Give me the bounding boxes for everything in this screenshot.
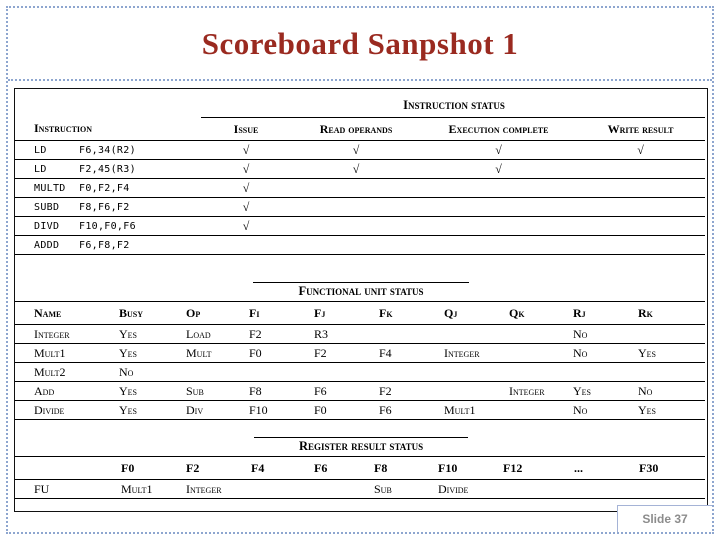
instruction-row [15, 198, 705, 217]
fu-qj-cell: Mult1 [442, 401, 507, 420]
functional-unit-row [15, 382, 705, 401]
col-header-execution-complete: Execution complete [421, 118, 576, 141]
functional-unit-header-row [15, 302, 705, 325]
instruction-row [15, 217, 705, 236]
spacer-cell [15, 457, 119, 480]
read-operands-check-cell: √ [291, 141, 421, 160]
functional-unit-status-title: Functional unit status [253, 282, 468, 298]
fu-for-f10: Divide [436, 480, 501, 499]
register-result-status-title-row [15, 436, 705, 457]
col-header-ellipsis: ... [572, 457, 637, 480]
fu-assignment-row [15, 480, 705, 499]
fu-fi-cell: F2 [247, 325, 312, 344]
write-result-check-cell: √ [576, 141, 705, 160]
read-operands-check-cell: √ [291, 160, 421, 179]
col-header-f12: F12 [501, 457, 572, 480]
fu-rk-cell: No [636, 382, 705, 401]
fu-qj-cell [442, 382, 507, 401]
issue-check-cell [201, 236, 291, 255]
col-header-fi: Fi [247, 302, 312, 325]
read-operands-check-cell [291, 236, 421, 255]
col-header-name: Name [15, 302, 117, 325]
fu-fi-cell: F8 [247, 382, 312, 401]
fu-busy-cell: Yes [117, 401, 184, 420]
fu-rk-cell: Yes [636, 401, 705, 420]
fu-fj-cell: F6 [312, 382, 377, 401]
fu-busy-cell: No [117, 363, 184, 382]
content-box [14, 88, 708, 512]
execution-complete-check-cell [421, 179, 576, 198]
fu-for-f2: Integer [184, 480, 249, 499]
fu-name-cell: Add [15, 382, 117, 401]
col-header-fk: Fk [377, 302, 442, 325]
instruction-row [15, 141, 705, 160]
fu-fj-cell [312, 363, 377, 382]
execution-complete-check-cell: √ [421, 160, 576, 179]
instruction-args: F10,F0,F6 [77, 217, 201, 236]
col-header-busy: Busy [117, 302, 184, 325]
fu-rj-cell: No [571, 325, 636, 344]
instruction-status-header-row [15, 118, 705, 141]
col-header-f4: F4 [249, 457, 312, 480]
issue-check-cell: √ [201, 141, 291, 160]
functional-unit-row [15, 344, 705, 363]
col-header-op: Op [184, 302, 247, 325]
read-operands-check-cell [291, 217, 421, 236]
fu-qj-cell: Integer [442, 344, 507, 363]
col-header-rj: Rj [571, 302, 636, 325]
read-operands-check-cell [291, 198, 421, 217]
fu-name-cell: Integer [15, 325, 117, 344]
fu-qj-cell [442, 363, 507, 382]
fu-for-f6 [312, 480, 372, 499]
fu-qk-cell [507, 401, 571, 420]
instruction-row [15, 236, 705, 255]
instruction-row [15, 179, 705, 198]
slide-number: Slide 37 [642, 512, 688, 526]
fu-rj-cell: Yes [571, 382, 636, 401]
fu-busy-cell: Yes [117, 344, 184, 363]
instruction-args: F2,45(R3) [77, 160, 201, 179]
fu-qk-cell [507, 344, 571, 363]
col-header-instruction: Instruction [15, 118, 201, 141]
functional-unit-status-title-row [15, 281, 705, 302]
read-operands-check-cell [291, 179, 421, 198]
instruction-op: DIVD [15, 217, 77, 236]
instruction-op: MULTD [15, 179, 77, 198]
fu-fk-cell [377, 363, 442, 382]
fu-row-label: FU [15, 480, 119, 499]
col-header-read-operands: Read operands [291, 118, 421, 141]
col-header-f2: F2 [184, 457, 249, 480]
issue-check-cell: √ [201, 160, 291, 179]
fu-fk-cell: F6 [377, 401, 442, 420]
slide-number-box [617, 505, 712, 532]
instruction-row [15, 160, 705, 179]
instruction-status-title: Instruction status [201, 93, 705, 118]
fu-fi-cell [247, 363, 312, 382]
fu-for-f4 [249, 480, 312, 499]
fu-rj-cell: No [571, 401, 636, 420]
fu-for-f8: Sub [372, 480, 436, 499]
fu-rj-cell [571, 363, 636, 382]
fu-name-cell: Divide [15, 401, 117, 420]
col-header-f30: F30 [637, 457, 705, 480]
col-header-f10: F10 [436, 457, 501, 480]
execution-complete-check-cell [421, 236, 576, 255]
instruction-status-table [15, 93, 705, 255]
fu-fj-cell: R3 [312, 325, 377, 344]
instruction-args: F6,F8,F2 [77, 236, 201, 255]
functional-unit-row [15, 363, 705, 382]
write-result-check-cell [576, 236, 705, 255]
col-header-fj: Fj [312, 302, 377, 325]
instruction-op: SUBD [15, 198, 77, 217]
fu-qk-cell [507, 363, 571, 382]
register-result-status-table [15, 436, 705, 499]
execution-complete-check-cell [421, 217, 576, 236]
instruction-args: F6,34(R2) [77, 141, 201, 160]
col-header-qj: Qj [442, 302, 507, 325]
col-header-write-result: Write result [576, 118, 705, 141]
functional-unit-status-title-cell [15, 281, 705, 302]
fu-busy-cell: Yes [117, 382, 184, 401]
col-header-rk: Rk [636, 302, 705, 325]
col-header-issue: Issue [201, 118, 291, 141]
issue-check-cell: √ [201, 179, 291, 198]
title-band [8, 8, 712, 81]
fu-rj-cell: No [571, 344, 636, 363]
fu-fk-cell: F2 [377, 382, 442, 401]
register-result-status-title: Register result status [254, 437, 468, 453]
fu-qk-cell: Integer [507, 382, 571, 401]
instruction-op: LD [15, 160, 77, 179]
fu-rk-cell: Yes [636, 344, 705, 363]
page-title: Scoreboard Sanpshot 1 [201, 25, 519, 61]
fu-for-f0: Mult1 [119, 480, 184, 499]
instruction-status-title-row [15, 93, 705, 118]
fu-fk-cell: F4 [377, 344, 442, 363]
instruction-args: F0,F2,F4 [77, 179, 201, 198]
fu-op-cell: Load [184, 325, 247, 344]
fu-fj-cell: F2 [312, 344, 377, 363]
fu-fi-cell: F10 [247, 401, 312, 420]
fu-fj-cell: F0 [312, 401, 377, 420]
fu-op-cell: Mult [184, 344, 247, 363]
instruction-args: F8,F6,F2 [77, 198, 201, 217]
fu-op-cell: Sub [184, 382, 247, 401]
write-result-check-cell [576, 198, 705, 217]
fu-qj-cell [442, 325, 507, 344]
fu-qk-cell [507, 325, 571, 344]
fu-for-f30 [637, 480, 705, 499]
fu-for-ellipsis [572, 480, 637, 499]
instruction-op: ADDD [15, 236, 77, 255]
fu-fi-cell: F0 [247, 344, 312, 363]
fu-name-cell: Mult1 [15, 344, 117, 363]
fu-busy-cell: Yes [117, 325, 184, 344]
instruction-op: LD [15, 141, 77, 160]
fu-rk-cell [636, 325, 705, 344]
functional-unit-status-table [15, 281, 705, 420]
col-header-f8: F8 [372, 457, 436, 480]
write-result-check-cell [576, 217, 705, 236]
fu-op-cell: Div [184, 401, 247, 420]
fu-op-cell [184, 363, 247, 382]
issue-check-cell: √ [201, 217, 291, 236]
spacer-cell [15, 93, 201, 118]
fu-name-cell: Mult2 [15, 363, 117, 382]
fu-for-f12 [501, 480, 572, 499]
write-result-check-cell [576, 160, 705, 179]
execution-complete-check-cell: √ [421, 141, 576, 160]
col-header-f6: F6 [312, 457, 372, 480]
issue-check-cell: √ [201, 198, 291, 217]
functional-unit-row [15, 325, 705, 344]
register-result-status-title-cell [15, 436, 705, 457]
functional-unit-row [15, 401, 705, 420]
col-header-f0: F0 [119, 457, 184, 480]
fu-rk-cell [636, 363, 705, 382]
execution-complete-check-cell [421, 198, 576, 217]
write-result-check-cell [576, 179, 705, 198]
register-header-row [15, 457, 705, 480]
col-header-qk: Qk [507, 302, 571, 325]
fu-fk-cell [377, 325, 442, 344]
